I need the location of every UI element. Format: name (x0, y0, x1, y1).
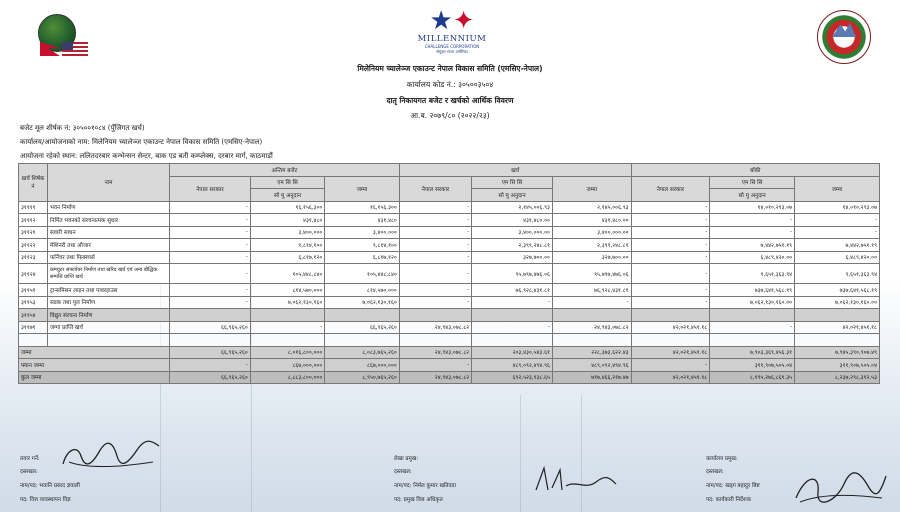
row-code: ३११२२ (19, 239, 48, 252)
row-value-e-np (399, 309, 471, 322)
row-value-r-mcc: ७,४४२,७५१.१९ (710, 239, 795, 252)
row-value-r-tot (795, 334, 880, 347)
star-icon: ★✦ (429, 6, 475, 36)
row-value-b-np (170, 309, 251, 322)
row-name: सवारी साधन (47, 226, 169, 239)
head-post: पद: कार्यकारी निर्देशक (706, 497, 751, 503)
row-value-e-tot: ९५,७९७,४७६.०६ (552, 264, 631, 284)
row-value-b-mcc: - (250, 321, 325, 334)
summary-value-b-mcc: ८,०१६,८००,००० (250, 346, 325, 359)
usa-flag-icon (62, 42, 88, 56)
row-value-b-tot: ६६,९६५,२६० (325, 321, 400, 334)
row-value-r-mcc: ६,४८९,४२०.०० (710, 251, 795, 264)
row-value-e-mcc (472, 334, 553, 347)
row-value-b-tot: ६,८१७,१२० (325, 251, 400, 264)
row-value-b-mcc: ८१४,५७०,००० (250, 284, 325, 297)
summary-value-b-tot: ८,०८३,७६५,२६० (325, 346, 400, 359)
row-name: ट्रान्समिसन लाइन तथा पावरहाउस (47, 284, 169, 297)
audit-signature-image (530, 460, 620, 500)
row-name: विद्युत संरचना निर्माण (47, 309, 169, 322)
table-row (19, 334, 880, 347)
row-value-r-mcc: ७३७,६४१,५६८.१९ (710, 284, 795, 297)
head-name: नाम/पद: खड्ग बहादुर बिष्ट (706, 483, 760, 489)
table-row (19, 321, 880, 334)
balance-grant-header: सो मु अनुदान (710, 189, 795, 202)
row-value-b-np: - (170, 296, 251, 309)
row-value-e-mcc: ७६,९२८,४३१.८१ (472, 284, 553, 297)
row-code: ३११५१ (19, 284, 48, 297)
table-row (19, 214, 880, 227)
row-value-r-tot: ९,६५१,३६३.९४ (795, 264, 880, 284)
head-signature-image (790, 464, 890, 508)
row-value-e-np: - (399, 264, 471, 284)
fiscal-year: आ.ब. २०७९/८० (२०२२/२३) (410, 111, 490, 120)
summary-value-e-mcc: ४८९,०९२,४९४.९६ (472, 359, 553, 372)
row-value-e-np: - (399, 284, 471, 297)
table-body (19, 201, 880, 384)
office-code: कार्यालय कोड नं.: ३०५००३५०४ (406, 80, 494, 89)
group-expense-header: खर्च (399, 164, 631, 177)
summary-value-r-np: ४२,०२१,४५१.१८ (631, 346, 710, 359)
row-value-r-mcc: - (710, 321, 795, 334)
summary-value-r-np: ४२,०२१,४५१.१८ (631, 371, 710, 384)
audit-name: नाम/पद: निर्मल कुमार खतिवडा (394, 483, 456, 489)
mca-nepal-logo (34, 12, 90, 58)
row-value-e-mcc: २,३९९,२४८.८१ (472, 239, 553, 252)
row-value-r-np: - (631, 201, 710, 214)
row-value-r-mcc (710, 334, 795, 347)
summary-value-e-mcc: २०३,४३०,५४३.६१ (472, 346, 553, 359)
budget-table (18, 163, 880, 384)
row-code: ३११२३ (19, 251, 48, 264)
row-value-b-np: - (170, 214, 251, 227)
row-value-e-np: २४,९४३,०७८.८२ (399, 321, 471, 334)
row-value-e-np: - (399, 251, 471, 264)
row-value-b-np: - (170, 264, 251, 284)
row-value-e-np (399, 334, 471, 347)
summary-value-b-mcc: ८,८८३,८००,००० (250, 371, 325, 384)
row-value-r-mcc: - (710, 226, 795, 239)
summary-value-r-mcc: ७,९०३,३६९,४५६.३१ (710, 346, 795, 359)
col-code-header: खर्च शिर्षक नं (19, 164, 48, 202)
row-value-e-mcc: - (472, 296, 553, 309)
mountain-icon (832, 23, 856, 37)
row-value-r-mcc: ९,६५१,३६३.९४ (710, 264, 795, 284)
row-code: ३११७१ (19, 321, 48, 334)
row-value-e-tot: - (552, 296, 631, 309)
summary-row (19, 371, 880, 384)
row-value-e-np: - (399, 201, 471, 214)
summary-value-b-tot: ८६७,०००,००० (325, 359, 400, 372)
row-value-e-tot: ७६,९२८,४३१.८१ (552, 284, 631, 297)
row-value-r-mcc: - (710, 214, 795, 227)
row-value-r-mcc: १४,०१०,२९३.०७ (710, 201, 795, 214)
summary-value-e-tot: ७१७,४६६,२१७.४७ (552, 371, 631, 384)
row-value-b-mcc (250, 309, 325, 322)
summary-value-e-np: २४,९४३,०७८.८२ (399, 371, 471, 384)
prepared-post: पद: वित्त व्यवस्थापन विज्ञ (20, 497, 71, 503)
summary-value-e-tot: ४८९,०९२,४९४.९६ (552, 359, 631, 372)
row-value-e-mcc: - (472, 321, 553, 334)
table-row (19, 296, 880, 309)
row-value-r-np: - (631, 284, 710, 297)
row-value-e-mcc: ९५,७९७,४७६.०६ (472, 264, 553, 284)
row-value-b-tot: १०५,४४८,८४० (325, 264, 400, 284)
row-value-r-tot (795, 309, 880, 322)
table-row (19, 309, 880, 322)
row-code (19, 334, 48, 347)
row-value-r-np (631, 334, 710, 347)
row-value-b-np: ६६,९६५,२६० (170, 321, 251, 334)
budget-total-header: जम्मा (325, 176, 400, 201)
head-label: कार्यालय प्रमुख: (706, 456, 738, 462)
office-name: कार्यालय/आयोजनाको नाम: मिलेनियम च्यालेञ्ज एकाउन्ट नेपाल विकास समिति (एमसिए-नेपाल) (20, 138, 263, 146)
prepared-signature-image (55, 432, 165, 472)
summary-value-e-mcc: ६९२,५२३,१३८.६५ (472, 371, 553, 384)
table-header (19, 164, 880, 202)
group-budget-header: अन्तिम बजेट (170, 164, 400, 177)
row-name: भवन निर्माण (47, 201, 169, 214)
row-value-e-tot: ३,४००,०००.०० (552, 226, 631, 239)
table-row (19, 239, 880, 252)
row-code: ३११२१ (19, 226, 48, 239)
budget-nepal-header: नेपाल सरकार (170, 176, 251, 201)
row-code: ३१११२ (19, 214, 48, 227)
row-value-e-tot: २,३९९,२४८.८१ (552, 239, 631, 252)
org-name: मिलेनियम च्यालेञ्ज एकाउन्ट नेपाल विकास समिति (एमसिए-नेपाल) (357, 64, 543, 73)
table-row (19, 284, 880, 297)
group-balance-header: बाँकी (631, 164, 879, 177)
summary-value-e-np: २४,९४३,०७८.८२ (399, 346, 471, 359)
row-name (47, 334, 169, 347)
budget-mcc-header: एम सि सि (250, 176, 325, 189)
millennium-challenge-logo (408, 8, 496, 62)
summary-value-e-tot: २२८,३७३,६२२.४३ (552, 346, 631, 359)
expense-total-header: जम्मा (552, 176, 631, 201)
row-value-r-tot: - (795, 226, 880, 239)
summary-value-e-np: - (399, 359, 471, 372)
summary-value-r-np: - (631, 359, 710, 372)
row-value-r-np: ४२,०२१,४५१.१८ (631, 321, 710, 334)
row-value-b-mcc (250, 334, 325, 347)
balance-mcc-header: एम सि सि (710, 176, 795, 189)
report-title: दातृ निकायगत बजेट र खर्चको आर्थिक विवरण (386, 96, 514, 105)
row-value-e-tot: २४,९४३,०७८.८२ (552, 321, 631, 334)
row-value-b-np: - (170, 251, 251, 264)
row-value-r-np (631, 309, 710, 322)
summary-row (19, 359, 880, 372)
row-value-b-np: - (170, 226, 251, 239)
row-value-e-np: - (399, 239, 471, 252)
row-value-r-np: - (631, 214, 710, 227)
nepal-government-emblem (817, 10, 871, 64)
audit-post: पद: प्रमुख वित्त अधिकृत (394, 497, 443, 503)
summary-value-b-mcc: ८६७,०००,००० (250, 359, 325, 372)
budget-grant-header: सो मु अनुदान (250, 189, 325, 202)
row-value-r-tot: - (795, 214, 880, 227)
expense-nepal-header: नेपाल सरकार (399, 176, 471, 201)
row-value-e-tot: २,१४५,००६.९३ (552, 201, 631, 214)
row-value-b-tot: ४३१,४८० (325, 214, 400, 227)
row-code: ३११५३ (19, 296, 48, 309)
summary-value-r-tot: ३११,९०७,५०५.०४ (795, 359, 880, 372)
row-value-e-tot (552, 309, 631, 322)
logo-brand-text: MILLENNIUM (417, 34, 487, 44)
row-name: कम्प्युटर सफ्टवेयर निर्माण तथा खरिद खर्च एवं अन्य बौद्धिक सम्पत्ति प्राप्ति खर्च (47, 264, 169, 284)
row-value-b-mcc: ४३१,४८० (250, 214, 325, 227)
row-value-r-np: - (631, 296, 710, 309)
row-code: ३११११ (19, 201, 48, 214)
row-value-b-tot: ७,०६२,१३०,१६० (325, 296, 400, 309)
summary-row (19, 346, 880, 359)
row-value-r-mcc: ७,०६२,१३०,१६०.०० (710, 296, 795, 309)
row-value-b-tot: १६,१५६,३०० (325, 201, 400, 214)
row-value-b-np (170, 334, 251, 347)
row-value-e-np: - (399, 214, 471, 227)
row-value-r-np: - (631, 226, 710, 239)
row-value-r-mcc (710, 309, 795, 322)
row-value-r-np: - (631, 264, 710, 284)
balance-total-header: जम्मा (795, 176, 880, 201)
table-row (19, 226, 880, 239)
row-value-b-tot (325, 334, 400, 347)
row-name: सडक तथा पुल निर्माण (47, 296, 169, 309)
row-value-b-tot: ८१४,५७०,००० (325, 284, 400, 297)
row-value-e-tot: ४३१,४८०.०० (552, 214, 631, 227)
row-name: जग्गा प्राप्ति खर्च (47, 321, 169, 334)
audit-sign-label: दस्तखत: (394, 469, 412, 475)
audit-label: लेखा प्रमुख: (394, 456, 419, 462)
col-name-header: नाम (47, 164, 169, 202)
row-value-r-tot: ७,४४२,७५१.१९ (795, 239, 880, 252)
summary-value-r-tot: ७,९४५,३९०,९०७.४९ (795, 346, 880, 359)
prepared-by-label: तयार गर्ने: (20, 456, 40, 462)
row-value-r-tot: १४,०१०,२९३.०७ (795, 201, 880, 214)
row-value-e-mcc: २,१४५,००६.९३ (472, 201, 553, 214)
row-value-r-tot: ७,०६२,१३०,१६०.०० (795, 296, 880, 309)
row-value-e-mcc: ३,४००,०००.०० (472, 226, 553, 239)
row-value-e-mcc (472, 309, 553, 322)
table-row (19, 201, 880, 214)
row-value-b-tot: ३,४००,००० (325, 226, 400, 239)
logo-sub-text: CHALLENGE CORPORATION (424, 44, 480, 49)
row-value-e-tot: ३२७,७००.०० (552, 251, 631, 264)
summary-value-b-np: - (170, 359, 251, 372)
expense-mcc-header: एम सि सि (472, 176, 553, 189)
budget-head: बजेट मूल शीर्षक नं: ३०५००१०८४ (पुँजिगत खर्च) (20, 124, 145, 132)
row-value-r-tot: ७३७,६४१,५६८.१९ (795, 284, 880, 297)
summary-label: जम्मा (19, 346, 170, 359)
row-value-b-np: - (170, 239, 251, 252)
summary-value-r-mcc: ३११,९०७,५०५.०४ (710, 359, 795, 372)
row-value-b-mcc: ६,८१७,१२० (250, 251, 325, 264)
summary-value-b-np: ६६,९६५,२६० (170, 371, 251, 384)
row-value-b-mcc: ९,८१४,१०० (250, 239, 325, 252)
row-value-e-mcc: ३२७,७००.०० (472, 251, 553, 264)
summary-value-r-mcc: ८,१९५,२७६,८६१.३५ (710, 371, 795, 384)
row-value-r-np: - (631, 239, 710, 252)
summary-value-r-tot: ८,२३७,२९८,३१२.५३ (795, 371, 880, 384)
row-value-b-tot: ९,८१४,१०० (325, 239, 400, 252)
project-location: आयोजना रहेको स्थान: ललितदरबार कन्भेन्सन सेन्टर, बाक एड बती कम्प्लेक्स, दरबार मार्ग, काठमाडौं (20, 152, 273, 160)
row-value-r-tot: ४२,०२१,४५१.१८ (795, 321, 880, 334)
prepared-sign-label: दस्तखत: (20, 469, 38, 475)
row-name: मेशिनरी तथा औजार (47, 239, 169, 252)
row-value-r-np: - (631, 251, 710, 264)
row-value-b-mcc: १६,१५६,३०० (250, 201, 325, 214)
table-row (19, 251, 880, 264)
row-value-b-tot (325, 309, 400, 322)
row-name: फर्निचर तथा फिक्स्चर्स (47, 251, 169, 264)
row-value-b-np: - (170, 284, 251, 297)
prepared-name: नाम/पद: भवानि प्रसाद ज्ञवाली (20, 483, 80, 489)
summary-label: फ्यान जम्मा (19, 359, 170, 372)
row-code: ३११५४ (19, 309, 48, 322)
row-value-e-tot (552, 334, 631, 347)
row-value-b-mcc: ७,०६२,१३०,१६० (250, 296, 325, 309)
row-code: ३११२४ (19, 264, 48, 284)
row-value-e-mcc: ४३१,४८०.०० (472, 214, 553, 227)
logo-tagline-text: संयुक्त राज्य अमेरिका (436, 49, 468, 54)
summary-value-b-tot: ८,९५०,७६५,२६० (325, 371, 400, 384)
expense-grant-header: सो मु अनुदान (472, 189, 553, 202)
balance-nepal-header: नेपाल सरकार (631, 176, 710, 201)
row-value-b-np: - (170, 201, 251, 214)
row-name: निर्मित भवनको संरचनात्मक सुधार (47, 214, 169, 227)
row-value-e-np: - (399, 296, 471, 309)
row-value-b-mcc: १०५,४४८,८४० (250, 264, 325, 284)
row-value-b-mcc: ३,४००,००० (250, 226, 325, 239)
table-row (19, 264, 880, 284)
summary-label: कुल जम्मा (19, 371, 170, 384)
summary-value-b-np: ६६,९६५,२६० (170, 346, 251, 359)
head-sign-label: दस्तखत: (706, 469, 724, 475)
row-value-r-tot: ६,४८९,४२०.०० (795, 251, 880, 264)
row-value-e-np: - (399, 226, 471, 239)
